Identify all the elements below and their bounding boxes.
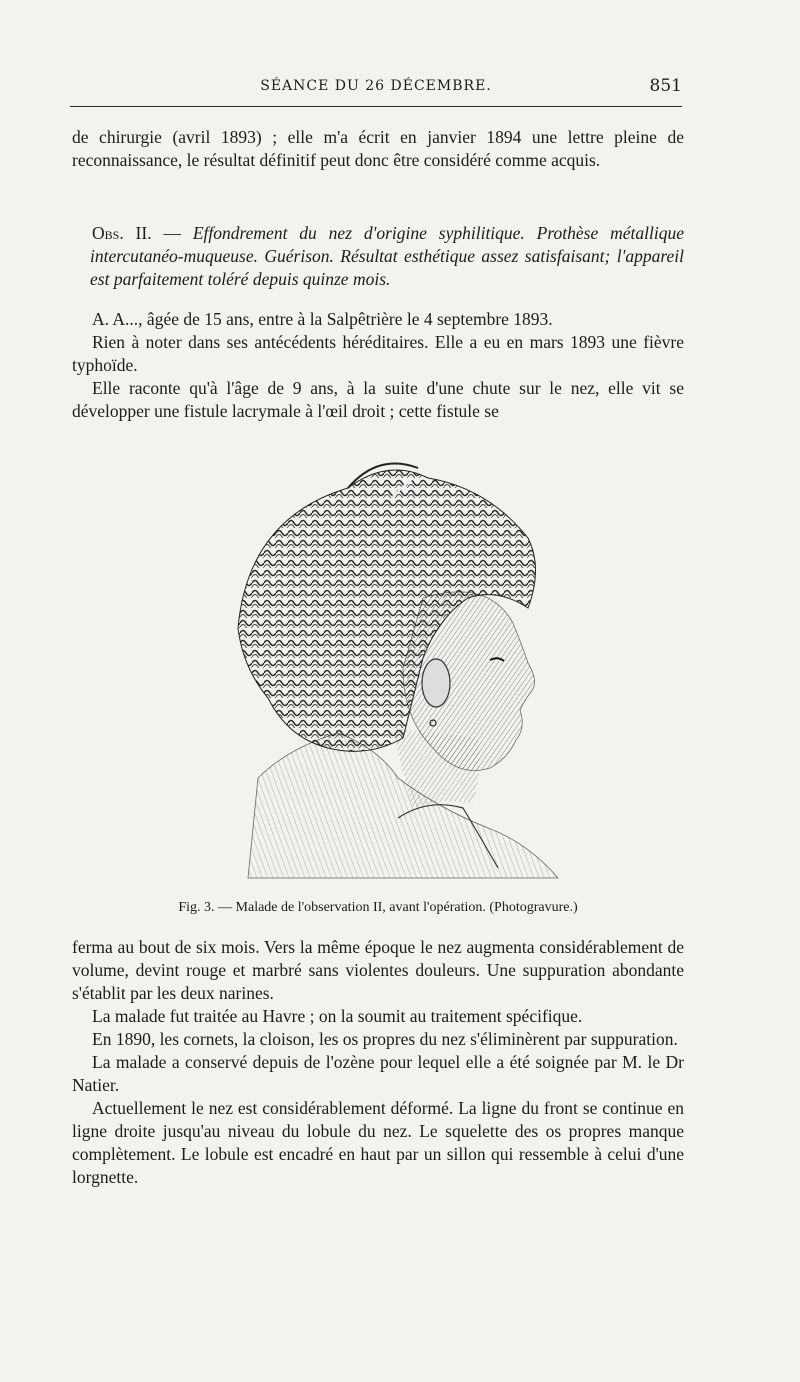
figure-caption: Fig. 3. — Malade de l'observation II, avant l'opération. (Photogravure.) bbox=[178, 900, 578, 915]
observation-heading bbox=[72, 222, 684, 291]
engraved-portrait-profile-icon bbox=[228, 448, 568, 888]
paragraph: ferma au bout de six mois. Vers la même époque le nez augmenta considérablement de volume, devint rouge et marbré sans violentes douleurs. Une suppuration abondante s'établit par les deux narines. bbox=[72, 937, 684, 1003]
page-header bbox=[70, 76, 682, 107]
paragraph: La malade fut traitée au Havre ; on la soumit au traitement spécifique. bbox=[92, 1006, 583, 1026]
paragraph: Rien à noter dans ses antécédents héréditaires. Elle a eu en mars 1893 une fièvre typhoïde. bbox=[72, 332, 684, 375]
paragraph: En 1890, les cornets, la cloison, les os propres du nez s'éliminèrent par suppuration. bbox=[92, 1029, 678, 1049]
text-block-bottom bbox=[72, 936, 684, 1189]
paragraph: Actuellement le nez est considérablement déformé. La ligne du front se continue en ligne droite jusqu'au niveau du lobule du nez. Le squelette des os propres manque complètement. Le lobule est encadré en haut par un sillon qui ressemble à celui d'une lorgnette. bbox=[72, 1098, 684, 1187]
text-block-top bbox=[72, 126, 684, 172]
paragraph: A. A..., âgée de 15 ans, entre à la Salpêtrière le 4 septembre 1893. bbox=[92, 309, 553, 329]
observation-summary: Effondrement du nez d'origine syphilitique. Prothèse métallique intercutanéo-muqueuse. Guérison. Résultat esthétique assez satisfaisant; l'appareil est parfaitement toléré depuis quinze mois. bbox=[90, 223, 684, 289]
running-title: SÉANCE DU 26 DÉCEMBRE. bbox=[260, 78, 492, 94]
paragraph: Elle raconte qu'à l'âge de 9 ans, à la suite d'une chute sur le nez, elle vit se développer une fistule lacrymale à l'œil droit ; cette fistule se bbox=[72, 378, 684, 421]
page-number: 851 bbox=[649, 76, 682, 96]
text-block-middle bbox=[72, 308, 684, 423]
observation-title bbox=[72, 222, 684, 291]
paragraph: La malade a conservé depuis de l'ozène pour lequel elle a été soignée par M. le Dr Natier. bbox=[72, 1052, 684, 1095]
paragraph: de chirurgie (avril 1893) ; elle m'a écrit en janvier 1894 une lettre pleine de reconnaissance, le résultat définitif peut donc être considéré comme acquis. bbox=[72, 127, 684, 170]
portrait-figure bbox=[228, 448, 568, 888]
observation-lead: Obs. II. — bbox=[92, 223, 193, 243]
